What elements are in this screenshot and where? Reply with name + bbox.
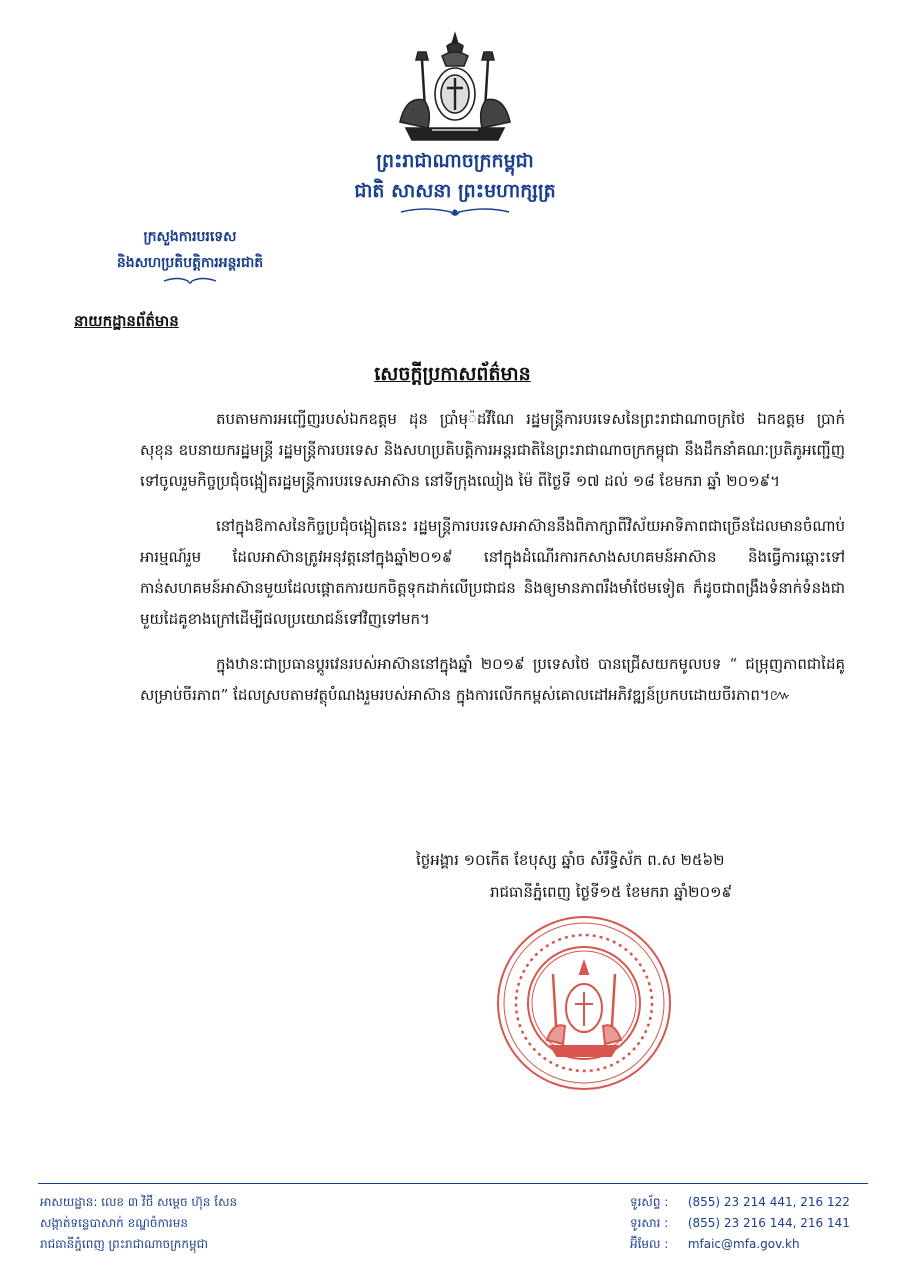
date-block — [400, 844, 850, 908]
document-title: សេចក្តីប្រកាសព័ត៌មាន — [374, 363, 531, 385]
motto-line: ជាតិ សាសនា ព្រះមហាក្សត្រ — [354, 180, 556, 202]
footer-contacts — [630, 1192, 850, 1255]
address-line-3: រាជធានីភ្នំពេញ ព្រះរាជាណាចក្រកម្ពុជា — [40, 1237, 208, 1251]
lunar-date: ថ្ងៃអង្គារ ១០កើត ខែបុស្ស ឆ្នាំច សំរឹទ្ធិស័ក ព.ស ២៥៦២ — [416, 851, 725, 869]
phone-row — [630, 1192, 850, 1213]
footer-address — [40, 1192, 237, 1255]
paragraph-3: ក្នុងឋានៈជាប្រធានប្តូរវេនរបស់អាស៊ាននៅក្នុងឆ្នាំ ២០១៩ ប្រទេសថៃ បានជ្រើសយកមូលបទ “ ជម្រុញភាពជាដៃគូសម្រាប់ចីរភាព” ដែលស្របតាមវត្ថុបំណងរួមរបស់អាស៊ាន ក្នុងការលើកកម្ពស់គោលដៅអភិវឌ្ឍន៍ប្រកបដោយចីរភាព។៚ — [140, 655, 845, 704]
ministry-name — [60, 224, 320, 286]
ministry-line-2: និងសហប្រតិបត្តិការអន្តរជាតិ — [116, 255, 264, 271]
ministry-divider-icon — [160, 276, 220, 286]
fax-value: (855) 23 216 144, 216 141 — [687, 1216, 850, 1230]
ministry-line-1: ក្រសួងការបរទេស — [143, 229, 237, 245]
ornamental-divider-icon — [395, 206, 515, 218]
official-seal-stamp — [493, 912, 675, 1094]
phone-label: ទូរស័ព្ទ : — [630, 1195, 669, 1209]
document-body — [140, 404, 845, 725]
email-label: អ៊ីមែល : — [630, 1237, 669, 1251]
fax-label: ទូរសារ : — [630, 1216, 669, 1230]
royal-coat-of-arms-emblem — [392, 30, 518, 146]
department-name: នាយកដ្ឋានព័ត៌មាន — [74, 312, 179, 330]
kingdom-header — [330, 146, 580, 218]
address-line-1: អាសយដ្ឋាន: លេខ ៣ វិថី សម្តេច ហ៊ុន សែន — [40, 1195, 238, 1209]
phone-value: (855) 23 214 441, 216 122 — [687, 1195, 850, 1209]
email-value: mfaic@mfa.gov.kh — [687, 1237, 800, 1251]
solar-date: រាជធានីភ្នំពេញ ថ្ងៃទី១៥ ខែមករា ឆ្នាំ២០១៩ — [490, 883, 733, 901]
paragraph-2: នៅក្នុងឱកាសនៃកិច្ចប្រជុំចង្អៀតនេះ រដ្ឋមន្ត្រីការបរទេសអាស៊ាននឹងពិភាក្សាពីវិស័យអាទិភាពជាច្រើនដែលមានចំណាប់អារម្មណ៍រួម ដែលអាស៊ានត្រូវអនុវត្តនៅក្នុងឆ្នាំ២០១៩ នៅក្នុងដំណើរការកសាងសហគមន៍អាស៊ាន និងធ្វើការឆ្ពោះទៅកាន់សហគមន៍អាស៊ានមួយដែលផ្តោតការយកចិត្តទុកដាក់លើប្រជាជន និងឲ្យមានភាពរឹងមាំថែមទៀត ក៏ដូចជាពង្រឹងទំនាក់ទំនងជាមួយដៃគូខាងក្រៅដើម្បីផលប្រយោជន៍ទៅវិញទៅមក។ — [140, 517, 845, 628]
footer-divider — [38, 1183, 868, 1184]
address-line-2: សង្កាត់ទន្លេបាសាក់ ខណ្ឌចំការមន — [40, 1216, 188, 1230]
email-row — [630, 1234, 850, 1255]
paragraph-1: តបតាមការអញ្ជើញរបស់ឯកឧត្តម ដុន ប្រាំមុ៉ដវីណៃ រដ្ឋមន្ត្រីការបរទេសនៃព្រះរាជាណាចក្រថៃ ឯកឧត្តម ប្រាក់ សុខុន ឧបនាយករដ្ឋមន្ត្រី រដ្ឋមន្ត្រីការបរទេស និងសហប្រតិបត្តិការអន្តរជាតិនៃព្រះរាជាណាចក្រកម្ពុជា នឹងដឹកនាំគណៈប្រតិភូអញ្ជើញទៅចូលរួមកិច្ចប្រជុំចង្អៀតរដ្ឋមន្ត្រីការបរទេសអាស៊ាន នៅទីក្រុងឈៀង ម៉ៃ ពីថ្ងៃទី ១៧ ដល់ ១៨ ខែមករា ឆ្នាំ ២០១៩។ — [140, 410, 845, 490]
kingdom-line: ព្រះរាជាណាចក្រកម្ពុជា — [376, 150, 534, 172]
fax-row — [630, 1213, 850, 1234]
